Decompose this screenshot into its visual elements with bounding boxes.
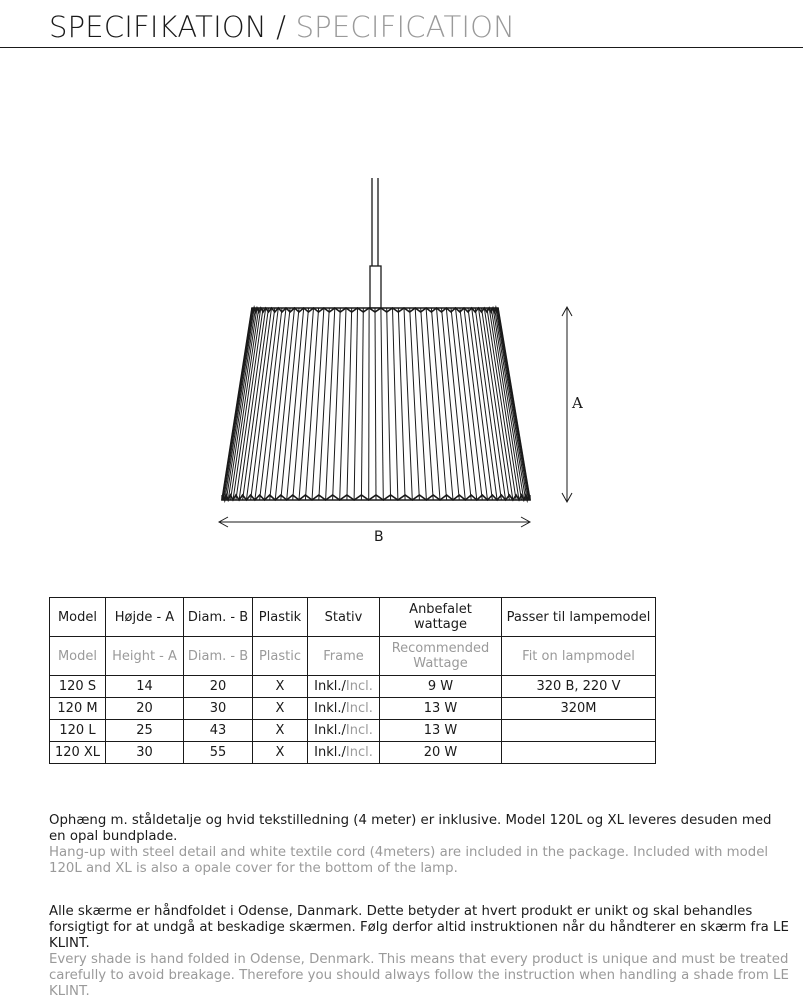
- note-text-danish: Ophæng m. ståldetalje og hvid tekstilledning (4 meter) er inklusive. Model 120L og XL leveres desuden med en opal bundplade.: [49, 813, 789, 845]
- cell-height: 14: [106, 676, 184, 698]
- cell-plastic: X: [253, 742, 308, 764]
- dimension-a-arrow: [562, 307, 572, 502]
- note-handfolded: [49, 904, 789, 1000]
- header-cell: Passer til lampemodel: [502, 598, 656, 637]
- cell-wattage: 13 W: [380, 720, 502, 742]
- note-text-english: Hang-up with steel detail and white textile cord (4meters) are included in the package. Included with model 120L and XL is also a opale cover for the bottom of the lamp.: [49, 845, 789, 877]
- cell-plastic: X: [253, 720, 308, 742]
- dimension-b-label: B: [374, 529, 384, 545]
- cell-wattage: 9 W: [380, 676, 502, 698]
- table-row: [50, 676, 656, 698]
- header-cell: Diam. - B: [184, 637, 253, 676]
- cell-frame: Inkl./Incl.: [308, 720, 380, 742]
- cell-frame: Inkl./Incl.: [308, 742, 380, 764]
- dimension-b-arrow: [219, 517, 530, 527]
- cell-model: 120 M: [50, 698, 106, 720]
- cell-plastic: X: [253, 698, 308, 720]
- header-cell: Diam. - B: [184, 598, 253, 637]
- header-cell: Anbefalet wattage: [380, 598, 502, 637]
- cell-diameter: 30: [184, 698, 253, 720]
- title-english: SPECIFICATION: [296, 10, 515, 44]
- cell-plastic: X: [253, 676, 308, 698]
- cell-frame: Inkl./Incl.: [308, 698, 380, 720]
- lamp-shade: [222, 308, 530, 500]
- page-title: [49, 10, 515, 44]
- header-cell: Stativ: [308, 598, 380, 637]
- page-header: [0, 0, 803, 48]
- note-text-danish: Alle skærme er håndfoldet i Odense, Danmark. Dette betyder at hvert produkt er unikt og skal behandles forsigtigt for at undgå at beskadige skærmen. Følg derfor altid instruktionen når du håndterer en skærm fra LE KLINT.: [49, 904, 789, 952]
- dimension-a-label: A: [571, 394, 583, 412]
- lamp-drawing: [0, 170, 803, 560]
- cell-diameter: 43: [184, 720, 253, 742]
- cell-diameter: 55: [184, 742, 253, 764]
- header-cell: Frame: [308, 637, 380, 676]
- header-cell: Model: [50, 598, 106, 637]
- cell-model: 120 XL: [50, 742, 106, 764]
- note-hangup: [49, 813, 789, 877]
- header-cell: Plastic: [253, 637, 308, 676]
- table-row: [50, 698, 656, 720]
- cell-height: 25: [106, 720, 184, 742]
- header-cell: Højde - A: [106, 598, 184, 637]
- table-row: [50, 720, 656, 742]
- steel-fitting: [370, 266, 381, 308]
- table-row: [50, 742, 656, 764]
- cell-fits: [502, 742, 656, 764]
- header-cell: Model: [50, 637, 106, 676]
- cell-wattage: 13 W: [380, 698, 502, 720]
- cell-model: 120 S: [50, 676, 106, 698]
- cell-height: 30: [106, 742, 184, 764]
- cell-frame: Inkl./Incl.: [308, 676, 380, 698]
- header-cell: Height - A: [106, 637, 184, 676]
- cell-fits: [502, 720, 656, 742]
- table-header-english: [50, 637, 656, 676]
- table-header-danish: [50, 598, 656, 637]
- cell-diameter: 20: [184, 676, 253, 698]
- header-cell: Plastik: [253, 598, 308, 637]
- header-cell: Recommended Wattage: [380, 637, 502, 676]
- cell-height: 20: [106, 698, 184, 720]
- specification-table: [49, 597, 656, 764]
- title-danish: SPECIFIKATION: [49, 10, 267, 44]
- cell-model: 120 L: [50, 720, 106, 742]
- cell-fits: 320 B, 220 V: [502, 676, 656, 698]
- cell-wattage: 20 W: [380, 742, 502, 764]
- cell-fits: 320M: [502, 698, 656, 720]
- header-cell: Fit on lampmodel: [502, 637, 656, 676]
- title-separator: /: [276, 10, 286, 44]
- note-text-english: Every shade is hand folded in Odense, Denmark. This means that every product is unique and must be treated carefully to avoid breakage. Therefore you should always follow the instruction when handling a shade from LE KLINT.: [49, 952, 789, 1000]
